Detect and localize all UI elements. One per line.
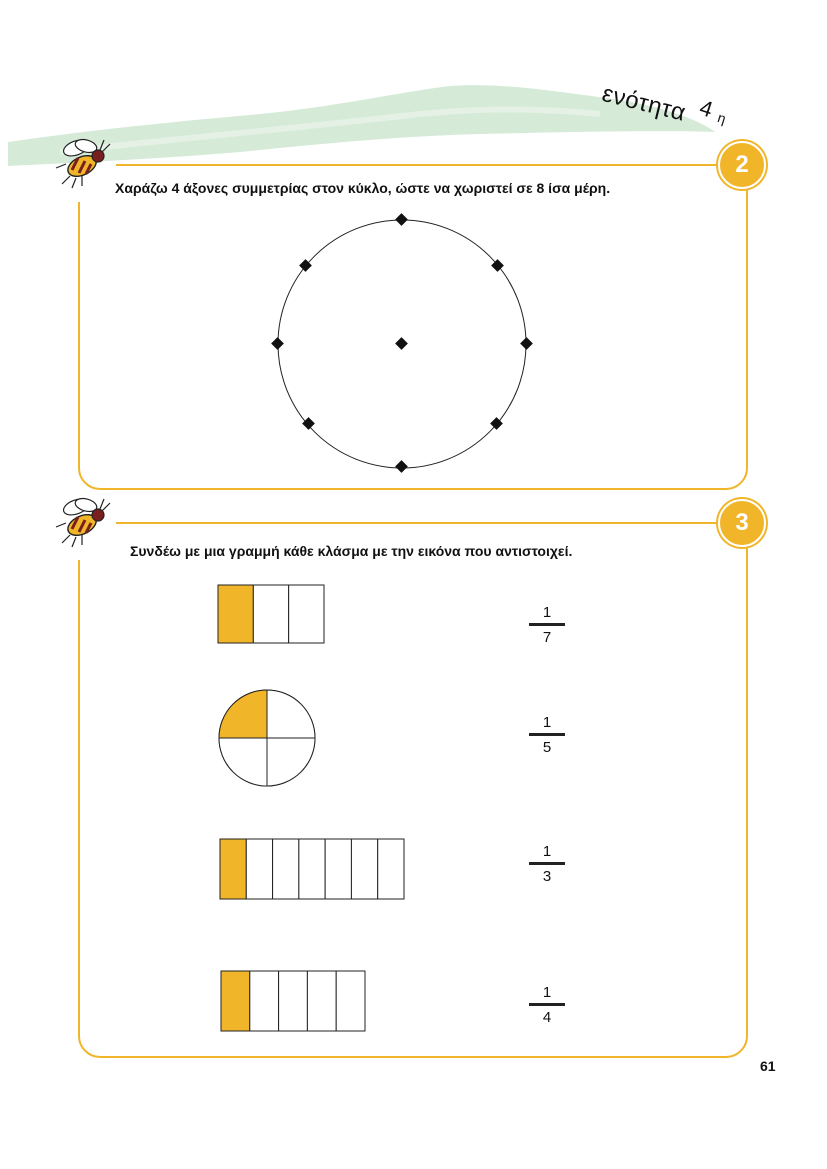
- circle-point-center: [395, 337, 408, 350]
- unshaded-part: [250, 971, 279, 1031]
- fraction-numerator: 1: [542, 984, 552, 1001]
- unshaded-part: [246, 839, 272, 899]
- unshaded-part: [267, 690, 315, 738]
- fraction-figure-rectangle-thirds[interactable]: [217, 584, 327, 646]
- unshaded-part: [307, 971, 336, 1031]
- exercise-3-frame: [78, 522, 748, 1058]
- unshaded-part: [253, 585, 288, 643]
- circle-point-top: [395, 213, 408, 226]
- unshaded-part: [279, 971, 308, 1031]
- unshaded-part: [378, 839, 404, 899]
- fraction-bar: [529, 1003, 565, 1006]
- exercise-3-number-badge: 3: [718, 499, 766, 547]
- unshaded-part: [336, 971, 365, 1031]
- shaded-part: [218, 585, 253, 643]
- fraction-numerator: 1: [542, 604, 552, 621]
- circle-point-right: [520, 337, 533, 350]
- fraction-1-7[interactable]: [529, 604, 565, 647]
- unit-number: 4: [696, 94, 716, 123]
- unit-title: [599, 80, 756, 140]
- fraction-figure-rectangle-fifths[interactable]: [220, 970, 368, 1034]
- circle-point-left: [271, 337, 284, 350]
- fraction-figure-circle-quarters[interactable]: [217, 688, 317, 788]
- unshaded-part: [267, 738, 315, 786]
- exercise-3-instruction: Συνδέω με μια γραμμή κάθε κλάσμα με την εικόνα που αντιστοιχεί.: [130, 543, 573, 559]
- unshaded-part: [299, 839, 325, 899]
- fraction-bar: [529, 862, 565, 865]
- fraction-1-3[interactable]: [529, 843, 565, 886]
- unshaded-part: [273, 839, 299, 899]
- fraction-denominator: 5: [542, 739, 552, 756]
- exercise-2-instruction: Χαράζω 4 άξονες συμμετρίας στον κύκλο, ώστε να χωριστεί σε 8 ίσα μέρη.: [115, 180, 611, 196]
- exercise-2-number-badge: 2: [718, 141, 766, 189]
- fraction-denominator: 3: [542, 868, 552, 885]
- unshaded-part: [351, 839, 377, 899]
- shaded-part: [221, 971, 250, 1031]
- circle-point-bottom: [395, 460, 408, 473]
- unshaded-part: [289, 585, 324, 643]
- fraction-numerator: 1: [542, 714, 552, 731]
- fraction-bar: [529, 733, 565, 736]
- shaded-part: [219, 690, 267, 738]
- circle-point-bottom-left: [302, 417, 315, 430]
- fraction-denominator: 7: [542, 629, 552, 646]
- unshaded-part: [219, 738, 267, 786]
- fraction-1-4[interactable]: [529, 984, 565, 1027]
- shaded-part: [220, 839, 246, 899]
- fraction-numerator: 1: [542, 843, 552, 860]
- unit-word: ενότητα: [599, 80, 689, 127]
- fraction-bar: [529, 623, 565, 626]
- bee-icon: [52, 493, 116, 549]
- fraction-figure-rectangle-sevenths[interactable]: [219, 838, 407, 902]
- symmetry-circle: [270, 210, 536, 476]
- unshaded-part: [325, 839, 351, 899]
- fraction-denominator: 4: [542, 1009, 552, 1026]
- unit-suffix: η: [715, 109, 729, 127]
- page-number: 61: [760, 1058, 776, 1074]
- fraction-1-5[interactable]: [529, 714, 565, 757]
- bee-icon: [52, 134, 116, 190]
